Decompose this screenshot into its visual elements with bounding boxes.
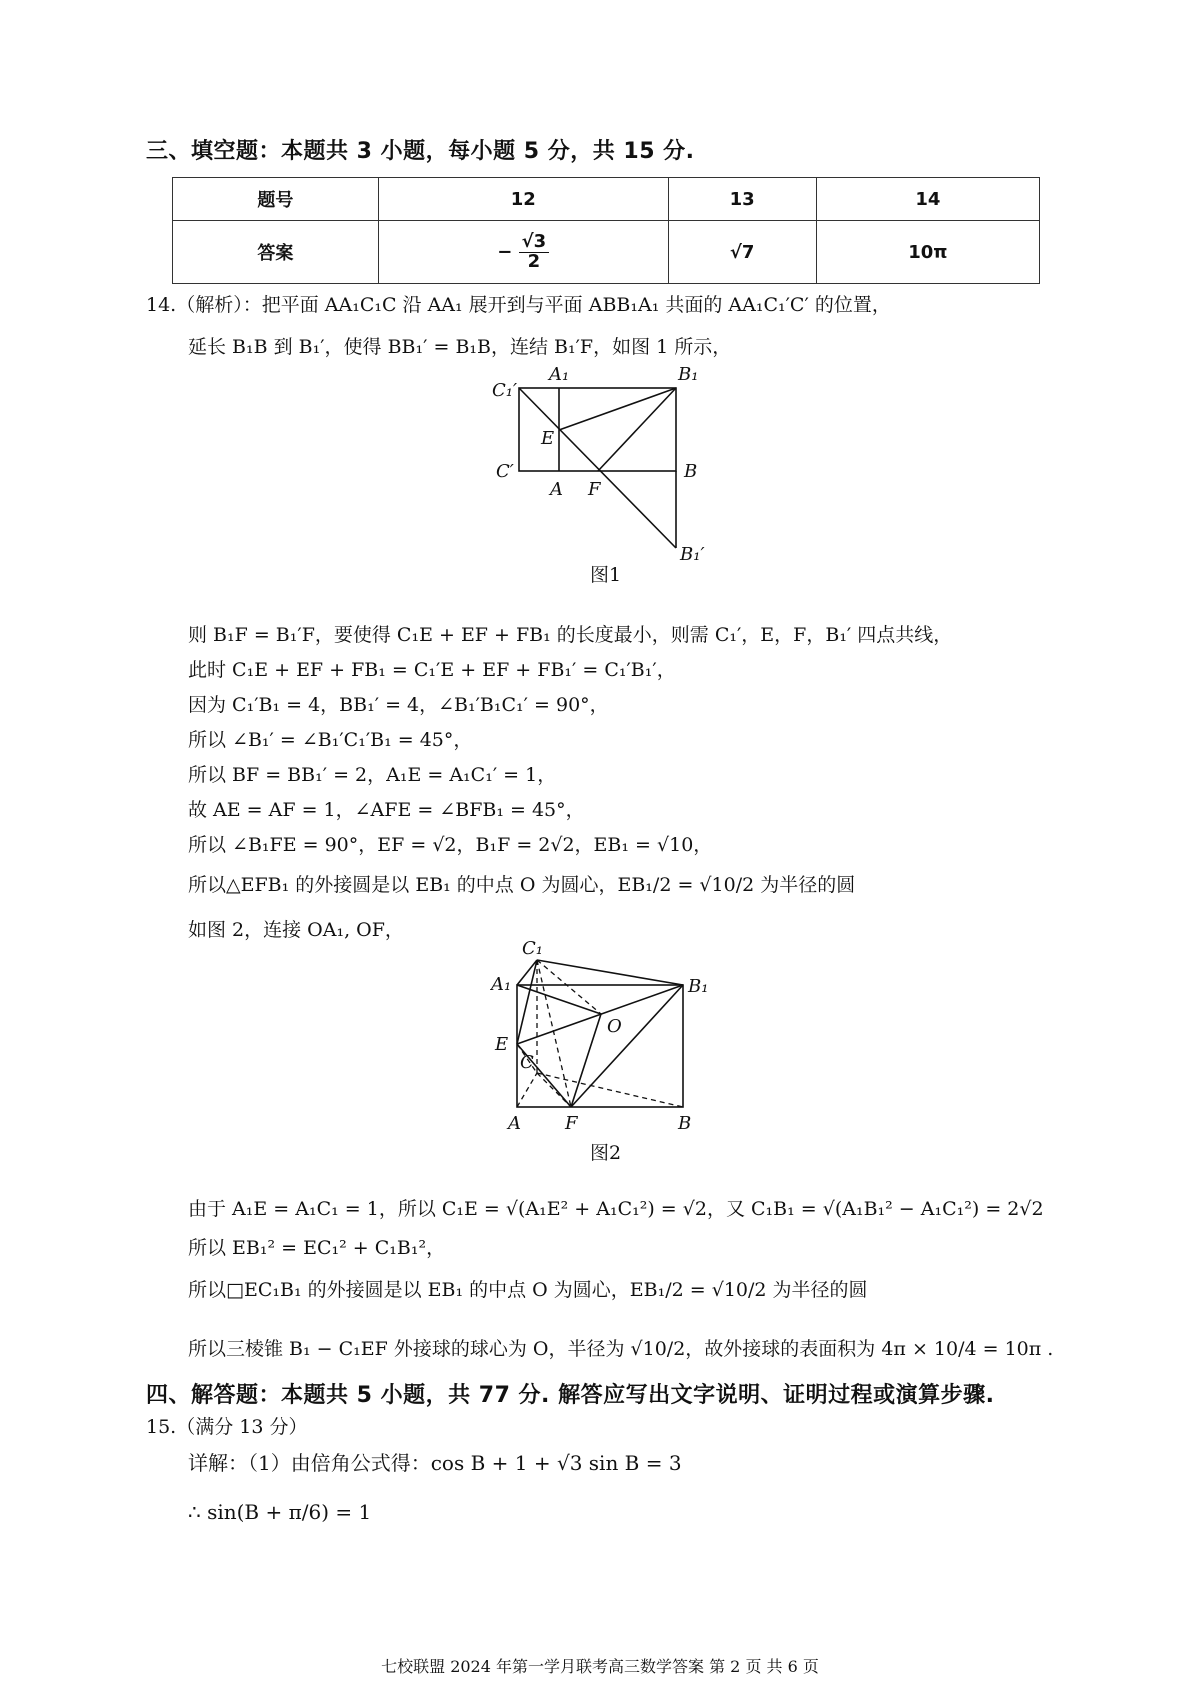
q14-line-10: 所以△EFB₁ 的外接圆是以 EB₁ 的中点 O 为圆心，EB₁/2 = √10/2 为半径的圆 (188, 874, 856, 896)
table-header-cell: 12 (378, 178, 668, 221)
q14-line-13: 所以 EB₁² = EC₁² + C₁B₁²， (188, 1237, 446, 1259)
fig2-label-c1: C₁ (522, 940, 543, 959)
q14-line-9: 所以 ∠B₁FE = 90°，EF = √2，B₁F = 2√2，EB₁ = √10， (188, 834, 713, 856)
page-footer: 七校联盟 2024 年第一学月联考高三数学答案 第 2 页 共 6 页 (381, 1657, 819, 1676)
q14-line-7: 所以 BF = BB₁′ = 2，A₁E = A₁C₁′ = 1， (188, 764, 557, 786)
table-header-cell: 题号 (173, 178, 379, 221)
fig1-label-b1: B₁ (678, 364, 699, 385)
fig1-label-cprime: C′ (496, 461, 514, 482)
q14-line-15: 所以三棱锥 B₁ − C₁EF 外接球的球心为 O，半径为 √10/2，故外接球的表面积为 4π × 10/4 = 10π . (188, 1338, 1054, 1360)
q14-line-4: 此时 C₁E + EF + FB₁ = C₁′E + EF + FB₁′ = C₁′B₁′， (188, 659, 676, 681)
fig1-label-f: F (588, 479, 601, 500)
fig1-label-b1prime: B₁′ (680, 544, 705, 565)
q14-line-14: 所以□EC₁B₁ 的外接圆是以 EB₁ 的中点 O 为圆心，EB₁/2 = √10/2 为半径的圆 (188, 1279, 868, 1301)
fig2-label-b: B (678, 1113, 692, 1134)
fig1-label-a1: A₁ (549, 364, 570, 385)
fig2-label-o: O (607, 1016, 622, 1037)
fig2-label-c: C (520, 1052, 534, 1073)
fig2-label-f: F (565, 1113, 578, 1134)
fig1-label-a: A (550, 479, 563, 500)
table-header-cell: 13 (668, 178, 816, 221)
figure-2 (490, 940, 730, 1140)
q14-line-8: 故 AE = AF = 1，∠AFE = ∠BFB₁ = 45°， (188, 799, 585, 821)
figure-2-caption: 图2 (590, 1142, 622, 1164)
figure-1-caption: 图1 (590, 564, 622, 586)
section4-heading: 四、解答题：本题共 5 小题，共 77 分. 解答应写出文字说明、证明过程或演算步骤. (146, 1383, 995, 1408)
fig1-label-e: E (541, 428, 555, 449)
table-row-label: 答案 (173, 221, 379, 284)
answer-table (172, 177, 1040, 284)
fig2-label-e: E (495, 1034, 509, 1055)
fig2-label-b1: B₁ (688, 976, 709, 997)
q14-line-11: 如图 2，连接 OA₁, OF， (188, 919, 404, 941)
fig2-label-a: A (508, 1113, 521, 1134)
q14-line-2: 延长 B₁B 到 B₁′，使得 BB₁′ = B₁B，连结 B₁′F，如图 1 所示， (188, 336, 732, 358)
section3-heading: 三、填空题：本题共 3 小题，每小题 5 分，共 15 分. (146, 139, 695, 164)
q15-line-2: ∴ sin(B + π/6) = 1 (188, 1500, 372, 1524)
fig1-label-c1prime: C₁′ (492, 380, 518, 401)
q14-line-1: 14.（解析）：把平面 AA₁C₁C 沿 AA₁ 展开到与平面 ABB₁A₁ 共面的 AA₁C₁′C′ 的位置， (146, 294, 891, 316)
answer-13: √7 (668, 221, 816, 284)
fig2-label-a1: A₁ (491, 974, 512, 995)
q15-title: 15.（满分 13 分） (146, 1416, 308, 1438)
fig1-label-b: B (684, 461, 698, 482)
q14-line-5: 因为 C₁′B₁ = 4，BB₁′ = 4，∠B₁′B₁C₁′ = 90°， (188, 694, 609, 716)
figure-1 (488, 360, 728, 575)
q14-line-6: 所以 ∠B₁′ = ∠B₁′C₁′B₁ = 45°， (188, 729, 473, 751)
q14-line-3: 则 B₁F = B₁′F，要使得 C₁E + EF + FB₁ 的长度最小，则需 C₁′，E，F，B₁′ 四点共线， (188, 624, 953, 646)
table-header-cell: 14 (816, 178, 1039, 221)
answer-12: − $\frac{√3}{2}$ (378, 221, 668, 284)
answer-14: 10π (816, 221, 1039, 284)
q15-line-1: 详解：（1）由倍角公式得：cos B + 1 + √3 sin B = 3 (188, 1451, 682, 1475)
q14-line-12: 由于 A₁E = A₁C₁ = 1，所以 C₁E = √(A₁E² + A₁C₁²) = √2，又 C₁B₁ = √(A₁B₁² − A₁C₁²) = 2√2 (188, 1198, 1044, 1220)
